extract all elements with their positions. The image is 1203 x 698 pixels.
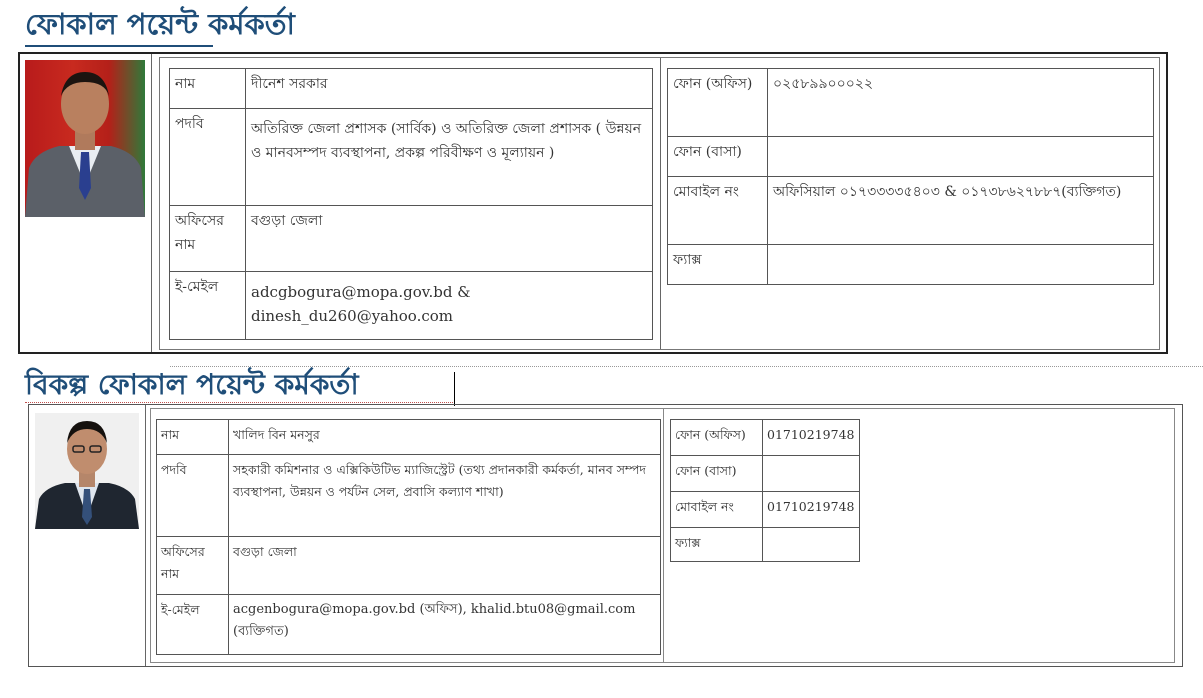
- table-row: [668, 69, 1154, 137]
- email-label: ই-মেইল: [157, 595, 229, 655]
- details-divider: [660, 58, 661, 349]
- table-row: [668, 137, 1154, 177]
- officer-details-table: [169, 68, 653, 340]
- phone-home-value: [763, 456, 860, 492]
- table-row: [170, 206, 653, 272]
- mobile-label: মোবাইল নং: [668, 177, 768, 245]
- officer-details-table: [156, 419, 661, 655]
- text-cursor: [454, 372, 455, 406]
- office-label: অফিসের নাম: [157, 537, 229, 595]
- table-row: [668, 245, 1154, 285]
- table-row: [170, 272, 653, 340]
- person-portrait-icon: [25, 60, 145, 217]
- fax-label: ফ্যাক্স: [671, 528, 763, 562]
- card-divider: [145, 405, 146, 666]
- table-row: [157, 420, 661, 455]
- officer-photo: [25, 60, 145, 217]
- phone-office-value: ০২৫৮৯৯০০০২২: [768, 69, 1154, 137]
- officer-photo: [35, 413, 139, 529]
- details-box: [159, 57, 1160, 350]
- fax-value: [768, 245, 1154, 285]
- mobile-value: অফিসিয়াল ০১৭৩৩৩৩৫৪০৩ & ০১৭৩৮৬২৭৮৮৭(ব্যক্তিগত): [768, 177, 1154, 245]
- name-value: খালিদ বিন মনসুর: [229, 420, 661, 455]
- phone-home-value: [768, 137, 1154, 177]
- office-label: অফিসের নাম: [170, 206, 246, 272]
- card-divider: [151, 54, 152, 352]
- phone-office-value: 01710219748: [763, 420, 860, 456]
- fax-value: [763, 528, 860, 562]
- table-row: [157, 455, 661, 537]
- email-label: ই-মেইল: [170, 272, 246, 340]
- contact-table: [670, 419, 860, 562]
- table-row: [170, 69, 653, 109]
- table-row: [157, 595, 661, 655]
- designation-value: সহকারী কমিশনার ও এক্সিকিউটিভ ম্যাজিস্ট্রেট (তথ্য প্রদানকারী কর্মকর্তা, মানব সম্পদ ব্যবস্থাপনা, উন্নয়ন ও পর্যটন সেল, প্রবাসি কল্যাণ শাখা): [229, 455, 661, 537]
- table-row: [170, 109, 653, 206]
- phone-office-label: ফোন (অফিস): [668, 69, 768, 137]
- phone-home-label: ফোন (বাসা): [668, 137, 768, 177]
- details-divider: [663, 409, 664, 662]
- phone-home-label: ফোন (বাসা): [671, 456, 763, 492]
- alternate-focal-point-heading: বিকল্প ফোকাল পয়েন্ট কর্মকর্তা: [25, 368, 359, 401]
- table-row: [671, 456, 860, 492]
- details-box: [150, 408, 1175, 663]
- name-value: দীনেশ সরকার: [246, 69, 653, 109]
- table-row: [671, 528, 860, 562]
- table-row: [668, 177, 1154, 245]
- alternate-focal-point-card: [28, 404, 1183, 667]
- email-value: acgenbogura@mopa.gov.bd (অফিস), khalid.btu08@gmail.com (ব্যক্তিগত): [229, 595, 661, 655]
- mobile-value: 01710219748: [763, 492, 860, 528]
- table-row: [157, 537, 661, 595]
- name-label: নাম: [170, 69, 246, 109]
- contact-table: [667, 68, 1154, 285]
- email-value: adcgbogura@mopa.gov.bd & dinesh_du260@yahoo.com: [246, 272, 653, 340]
- designation-label: পদবি: [170, 109, 246, 206]
- person-portrait-icon: [35, 413, 139, 529]
- designation-label: পদবি: [157, 455, 229, 537]
- spellcheck-underline: [25, 402, 453, 403]
- focal-point-heading: ফোকাল পয়েন্ট কর্মকর্তা: [25, 7, 295, 41]
- office-value: বগুড়া জেলা: [229, 537, 661, 595]
- focal-point-card: [18, 52, 1168, 354]
- table-row: [671, 420, 860, 456]
- office-value: বগুড়া জেলা: [246, 206, 653, 272]
- table-row: [671, 492, 860, 528]
- heading-underline: [25, 45, 213, 47]
- phone-office-label: ফোন (অফিস): [671, 420, 763, 456]
- designation-value: অতিরিক্ত জেলা প্রশাসক (সার্বিক) ও অতিরিক্ত জেলা প্রশাসক ( উন্নয়ন ও মানবসম্পদ ব্যবস্থাপনা, প্রকল্প পরিবীক্ষণ ও মূল্যায়ন ): [246, 109, 653, 206]
- name-label: নাম: [157, 420, 229, 455]
- fax-label: ফ্যাক্স: [668, 245, 768, 285]
- mobile-label: মোবাইল নং: [671, 492, 763, 528]
